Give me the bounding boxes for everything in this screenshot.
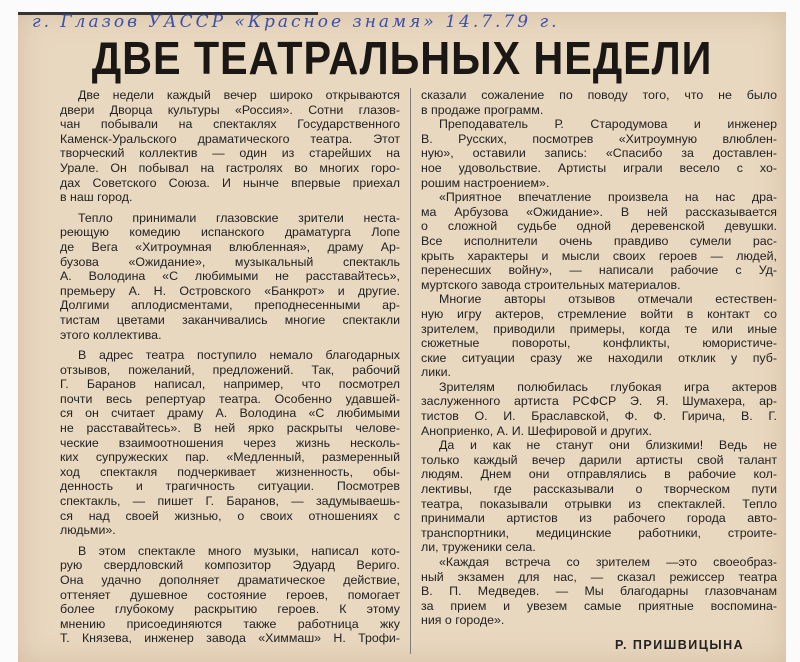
text-line: премьеру А. Н. Островского «Банкрот» и другие. bbox=[60, 283, 400, 298]
text-line: В адрес театра поступило немало благодарных bbox=[78, 348, 400, 363]
text-line: отзывов, пожеланий, предложений. Так, рабочий bbox=[60, 362, 400, 377]
text-line: Зрителям полюбилась глубокая игра актеров bbox=[439, 379, 777, 394]
text-line: ную игру актеров, стремление войти в контакт со bbox=[421, 306, 777, 321]
text-line: ный экзамен для нас, — сказал режиссер театра bbox=[421, 569, 777, 584]
text-line: рошим настроением». bbox=[421, 175, 550, 190]
text-line: ся он считает драму А. Володина «С любимыми bbox=[60, 406, 400, 421]
text-line: де Вега «Хитроумная влюбленная», драму Ар- bbox=[60, 239, 400, 254]
handwritten-source-note: г. Глазов УАССР «Красное знамя» 14.7.79 г. bbox=[32, 12, 560, 32]
text-line: заслуженного артиста РСФСР Э. Я. Шумахера, ар- bbox=[421, 394, 777, 409]
text-line: ное удовольствие. Артисты играли весело с хо- bbox=[421, 160, 777, 175]
paragraph bbox=[421, 380, 777, 438]
text-line: принимали артистов из рабочего города авто- bbox=[421, 511, 777, 526]
text-line: этого коллектива. bbox=[60, 327, 162, 342]
text-line: театра, показывали отрывки из спектаклей. Тепло bbox=[421, 496, 777, 511]
text-line: почти весь репертуар театра. Особенно удавшей- bbox=[60, 391, 400, 406]
text-line: муртского завода строительных материалов. bbox=[421, 277, 681, 292]
text-line: ческие взаимоотношения через жизнь несколь- bbox=[60, 435, 400, 450]
text-line: сказали сожаление по поводу того, что не было bbox=[421, 88, 777, 102]
text-line: двери Дворца культуры «Россия». Сотни глазов- bbox=[60, 102, 400, 117]
article-column-left bbox=[60, 88, 400, 652]
text-line: ма Арбузова «Ожидание». В ней рассказывается bbox=[421, 204, 777, 219]
text-line: А. Володина «С любимыми не расставайтесь», bbox=[60, 269, 400, 284]
article-headline: ДВЕ ТЕАТРАЛЬНЫХ НЕДЕЛИ bbox=[91, 32, 713, 84]
text-line: Долгими аплодисментами, преподнесенными ар- bbox=[60, 298, 400, 313]
text-line: Урале. Он побывал на гастролях во многих горо- bbox=[60, 160, 400, 175]
text-line: в наш город. bbox=[60, 190, 133, 205]
text-line: Многие авторы отзывов отмечали естествен- bbox=[439, 292, 777, 307]
author-signature: Р. ПРИШВИЦЫНА bbox=[615, 638, 745, 652]
text-line: «Каждая встреча со зрителем —это своеобраз- bbox=[439, 555, 777, 569]
text-line: Все исполнители очень правдиво сумели рас- bbox=[421, 233, 777, 248]
text-line: мнению присоединяются также работница жку bbox=[60, 616, 400, 631]
paragraph bbox=[421, 292, 777, 380]
text-line: Да и как не станут они близкими! Ведь не bbox=[439, 438, 777, 453]
paragraph bbox=[60, 544, 400, 646]
text-line: более глубокому раскрытию героев. К этому bbox=[60, 602, 400, 617]
text-line: бузова «Ожидание», музыкальный спектакль bbox=[60, 254, 400, 269]
text-line: «Приятное впечатление произвела на нас дра- bbox=[439, 190, 777, 205]
text-line: тистов О. И. Браславской, Ф. Ф. Гирича, В. Г. bbox=[421, 409, 777, 424]
text-line: чан побывали на спектаклях Государственного bbox=[60, 117, 400, 132]
text-line: Преподаватель Р. Стародумова и инженер bbox=[439, 117, 777, 132]
text-line: ную», оставили запись: «Спасибо за доставлен- bbox=[421, 146, 777, 161]
text-line: Т. Князева, инженер завода «Химмаш» Н. Трофи- bbox=[60, 631, 400, 646]
text-line: ся над своей жизнью, о своих отношениях с bbox=[60, 508, 400, 523]
text-line: Каменск-Уральского драматического театра. Этот bbox=[60, 131, 400, 146]
text-line: не расставайтесь». В ней ярко раскрыты челове- bbox=[60, 421, 400, 436]
text-line: дах Советского Союза. И нынче впервые приехал bbox=[60, 175, 400, 190]
text-line: зрителем, приводили примеры, когда те или иные bbox=[421, 321, 777, 336]
text-line: В этом спектакле много музыки, написал кото- bbox=[78, 543, 400, 558]
text-line: лективы, где рассказывали о творческом пути bbox=[421, 482, 777, 497]
article-column-right bbox=[421, 88, 777, 628]
paragraph bbox=[421, 555, 777, 628]
paragraph bbox=[421, 117, 777, 190]
paragraph bbox=[60, 348, 400, 538]
text-line: людям. Днем они отправлялись в рабочие кол- bbox=[421, 467, 777, 482]
text-line: ких супружеских пар. «Медленный, размеренный bbox=[60, 450, 400, 465]
text-line: В. П. Медведев. — Мы благодарны глазовчанам bbox=[421, 584, 777, 599]
text-line: Она удачно дополняет драматическое действие, bbox=[60, 573, 400, 587]
text-line: Анoприенко, А. И. Шефировой и других. bbox=[421, 423, 652, 438]
text-line: Две недели каждый вечер широко открываются bbox=[78, 88, 400, 102]
text-line: ские ситуации сразу же находили отклик у пуб- bbox=[421, 350, 777, 365]
text-line: творческий коллектив — один из старейших на bbox=[60, 146, 400, 161]
text-line: только каждый вечер дарили артисты свой талант bbox=[421, 452, 777, 467]
text-line: денность и трагичность ситуации. Посмотрев bbox=[60, 479, 400, 494]
text-line: В. Русских, посмотрев «Хитроумную влюблен- bbox=[421, 131, 777, 146]
text-line: реющую комедию испанского драматурга Лопе bbox=[60, 225, 400, 240]
newspaper-clipping bbox=[18, 12, 786, 662]
text-line: о сложной судьбе одной деревенской девушки. bbox=[421, 219, 777, 234]
text-line: ния о городе». bbox=[421, 613, 505, 628]
text-line: лики. bbox=[421, 365, 451, 380]
paragraph bbox=[60, 211, 400, 342]
text-line: людьми». bbox=[60, 523, 116, 538]
text-line: сюжетные повороты, конфликты, юмористиче- bbox=[421, 336, 777, 351]
text-line: спектакль, — пишет Г. Баранов, — задумываешь- bbox=[60, 494, 400, 509]
paragraph bbox=[421, 190, 777, 292]
paragraph bbox=[421, 438, 777, 555]
text-line: за прием и увезем самые приятные воспомина- bbox=[421, 598, 777, 613]
text-line: рую свердловский композитор Эдуард Вериго. bbox=[60, 558, 400, 573]
paragraph bbox=[421, 88, 777, 117]
paragraph bbox=[60, 88, 400, 205]
text-line: ли, труженики села. bbox=[421, 540, 536, 555]
text-line: тистам цветами заканчивались многие спектакли bbox=[60, 312, 400, 327]
text-line: ход спектакля подчеркивает жизненность, обы- bbox=[60, 464, 400, 479]
text-line: Г. Баранов написал, например, что посмотрел bbox=[60, 377, 400, 392]
text-line: Тепло принимали глазовские зрители неста- bbox=[78, 210, 400, 225]
text-line: перенесших войну», — написали рабочие с Уд- bbox=[421, 263, 777, 278]
text-line: крыть характеры и мысли своих героев — людей, bbox=[421, 248, 777, 263]
text-line: оттеняет душевное состояние героев, помогает bbox=[60, 587, 400, 602]
column-divider bbox=[410, 88, 411, 654]
text-line: в продаже программ. bbox=[421, 102, 544, 117]
text-line: транспортники, медицинские работники, строите- bbox=[421, 525, 777, 540]
